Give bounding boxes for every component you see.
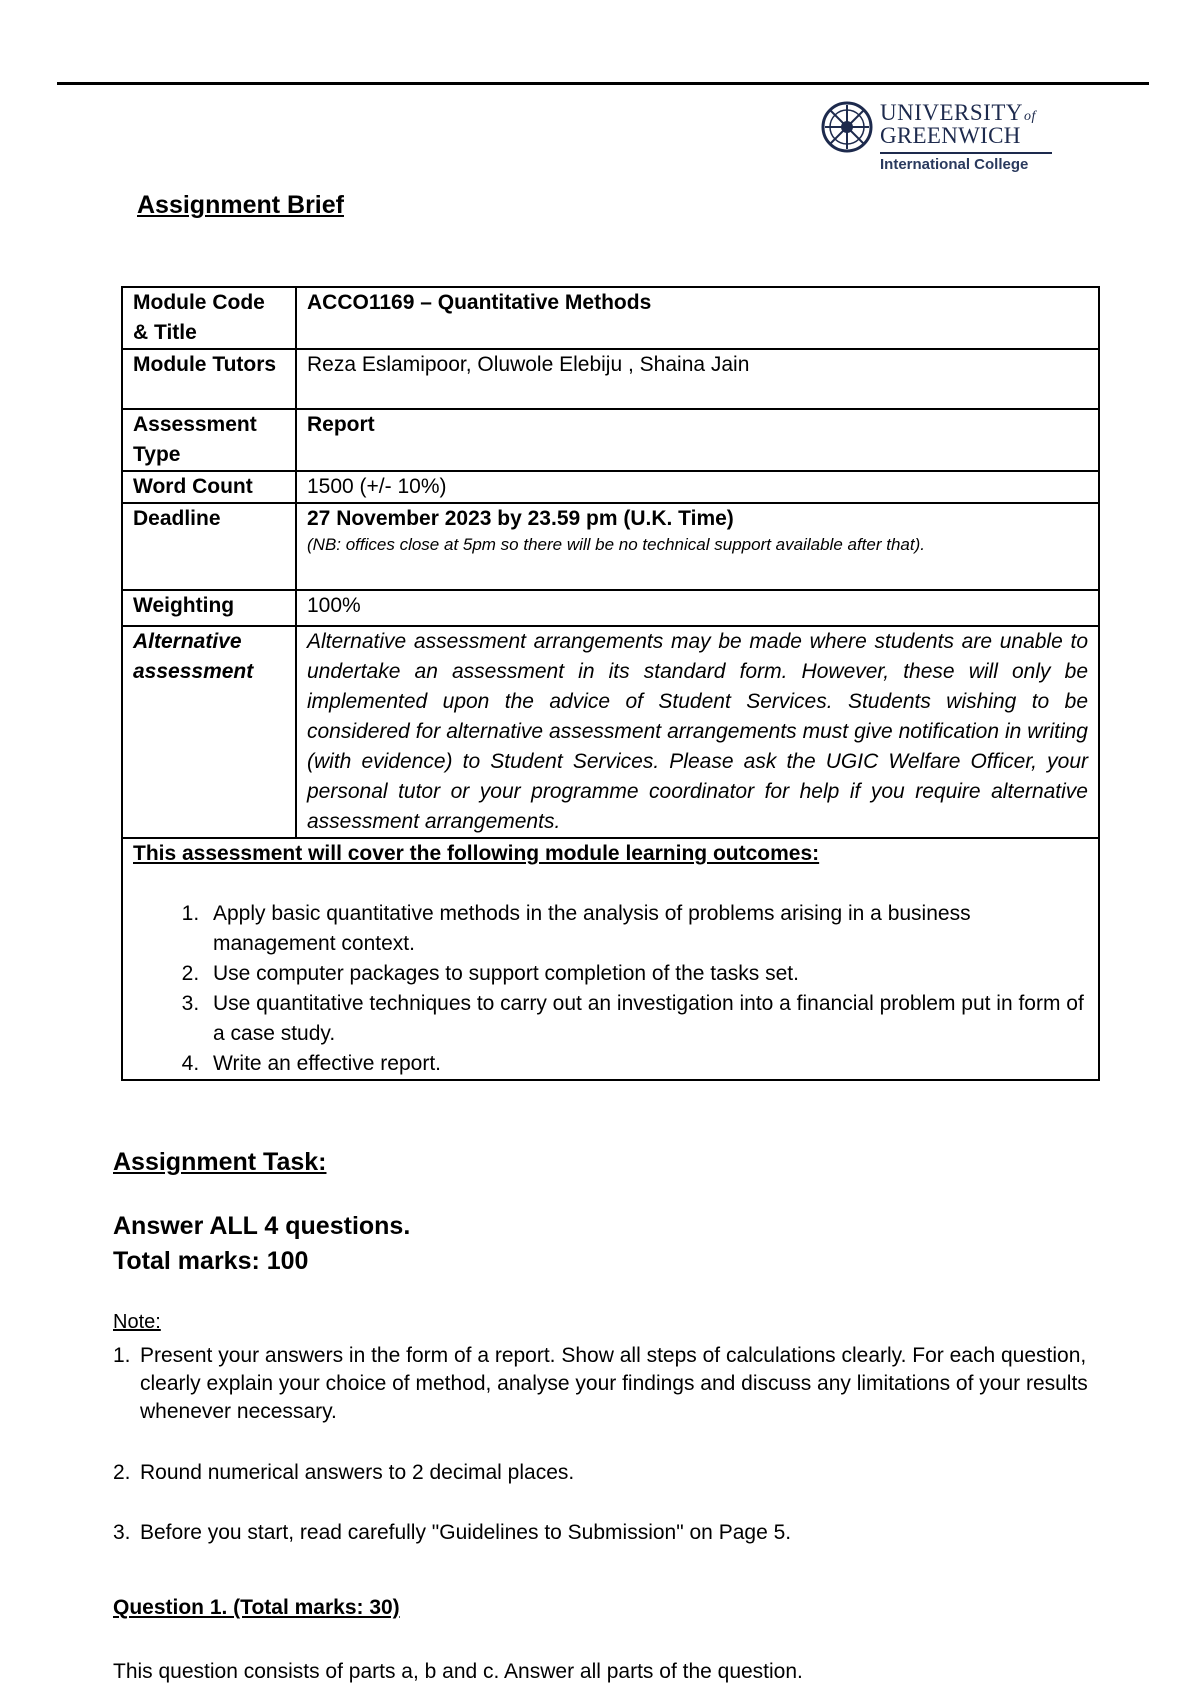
university-logo	[820, 100, 1060, 180]
assessment-type-value: Report	[296, 409, 1099, 471]
note-text: Present your answers in the form of a report. Show all steps of calculations clearly. For each question, clearly explain your choice of method, analyse your findings and discuss any limitations of your results whenever necessary.	[140, 1344, 1088, 1423]
table-row-word-count	[122, 471, 1099, 503]
answer-all-instruction: Answer ALL 4 questions.	[113, 1212, 411, 1240]
module-label: Module Code & Title	[122, 287, 296, 349]
logo-divider	[880, 152, 1052, 154]
university-seal-icon	[820, 100, 874, 154]
deadline-note: (NB: offices close at 5pm so there will be no technical support available after that).	[307, 535, 925, 554]
list-item: 2. Use computer packages to support completion of the tasks set.	[205, 959, 1088, 989]
question-1-title: Question 1. (Total marks: 30)	[113, 1596, 400, 1619]
question-1-intro: This question consists of parts a, b and c. Answer all parts of the question.	[113, 1660, 803, 1683]
total-marks: Total marks: 100	[113, 1247, 309, 1275]
word-count-value: 1500 (+/- 10%)	[296, 471, 1099, 503]
assignment-task-title: Assignment Task:	[113, 1148, 327, 1176]
note-label: Note:	[113, 1311, 161, 1333]
tutors-value: Reza Eslamipoor, Oluwole Elebiju , Shaina Jain	[296, 349, 1099, 409]
learning-outcomes-heading: This assessment will cover the following module learning outcomes:	[133, 842, 820, 865]
assessment-type-label: Assessment Type	[122, 409, 296, 471]
note-text: Before you start, read carefully "Guidelines to Submission" on Page 5.	[140, 1521, 792, 1544]
note-number: 2.	[113, 1461, 131, 1484]
deadline-cell	[296, 503, 1099, 590]
note-item-3	[113, 1519, 1098, 1547]
assignment-brief-table	[121, 286, 1100, 1081]
learning-outcomes-list	[133, 899, 1088, 1079]
word-count-label: Word Count	[122, 471, 296, 503]
note-number: 1.	[113, 1344, 131, 1367]
alternative-assessment-label: Alternative assessment	[122, 626, 296, 838]
table-row-alternative-assessment	[122, 626, 1099, 838]
list-item: 4. Write an effective report.	[205, 1049, 1088, 1079]
list-item: 1. Apply basic quantitative methods in the analysis of problems arising in a business management context.	[205, 899, 1088, 959]
table-row-module	[122, 287, 1099, 349]
table-row-learning-outcomes	[122, 838, 1099, 1080]
alternative-assessment-text: Alternative assessment arrangements may be made where students are unable to undertake an assessment in its standard form. However, these will only be implemented upon the advice of Student Services. Students wishing to be considered for alternative assessment arrangements must give notification in writing (with evidence) to Student Services. Please ask the UGIC Welfare Officer, your personal tutor or your programme coordinator for help if you require alternative assessment arrangements.	[296, 626, 1099, 838]
logo-text-greenwich: GREENWICH	[880, 123, 1021, 148]
note-text: Round numerical answers to 2 decimal places.	[140, 1461, 575, 1484]
table-row-weighting	[122, 590, 1099, 626]
weighting-value: 100%	[296, 590, 1099, 626]
list-item: 3. Use quantitative techniques to carry out an investigation into a financial problem put in form of a case study.	[205, 989, 1088, 1049]
note-item-1	[113, 1342, 1098, 1426]
table-row-tutors	[122, 349, 1099, 409]
module-value: ACCO1169 – Quantitative Methods	[296, 287, 1099, 349]
note-number: 3.	[113, 1521, 131, 1544]
deadline-label: Deadline	[122, 503, 296, 590]
weighting-label: Weighting	[122, 590, 296, 626]
table-row-deadline	[122, 503, 1099, 590]
top-horizontal-rule	[57, 82, 1149, 85]
deadline-value: 27 November 2023 by 23.59 pm (U.K. Time)	[307, 507, 734, 530]
tutors-label: Module Tutors	[122, 349, 296, 409]
learning-outcomes-cell	[122, 838, 1099, 1080]
table-row-assessment-type	[122, 409, 1099, 471]
note-item-2	[113, 1459, 1098, 1487]
assignment-brief-title: Assignment Brief	[137, 191, 344, 219]
logo-text-college: International College	[880, 156, 1029, 173]
logo-text-university: UNIVERSITYof	[880, 100, 1036, 125]
